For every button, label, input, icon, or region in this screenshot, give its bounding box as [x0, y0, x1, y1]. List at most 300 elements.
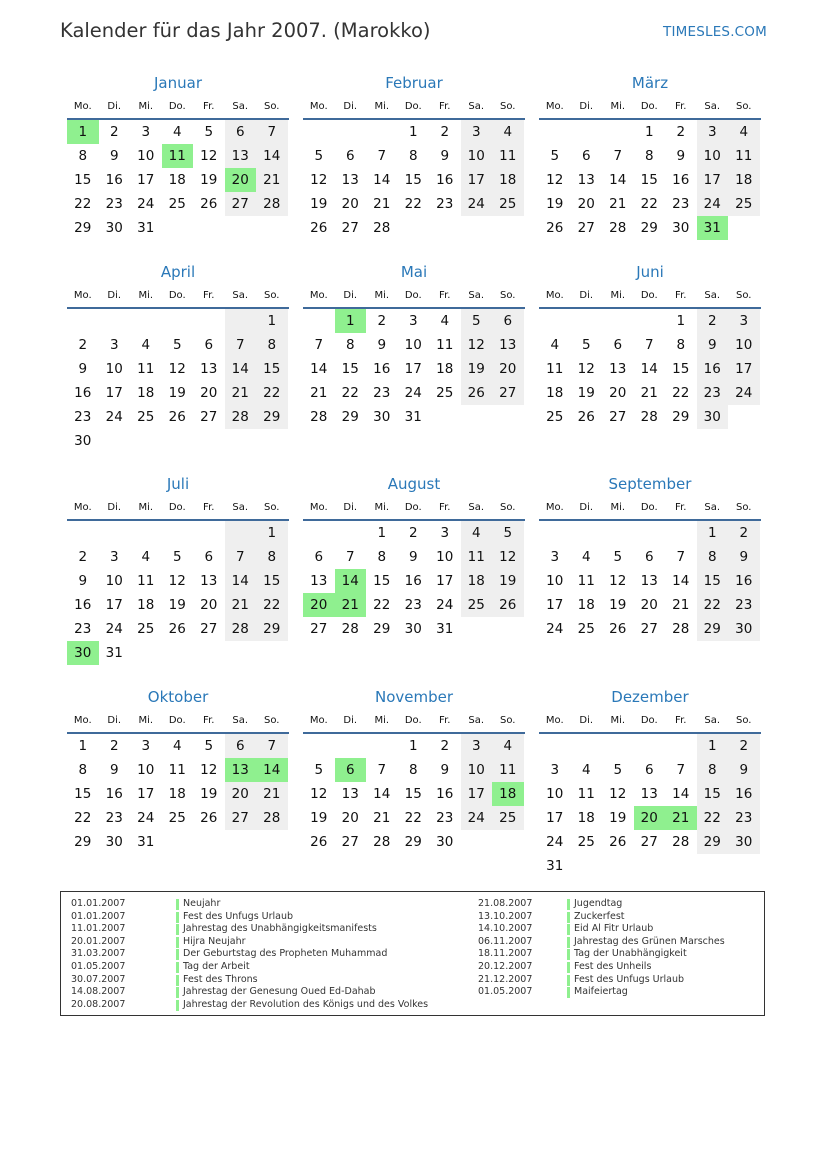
day-cell: 22 — [404, 196, 422, 212]
day-cell: 2 — [109, 124, 119, 140]
day-cell: 22 — [373, 597, 391, 613]
day-cell: 23 — [404, 597, 422, 613]
day-cell: 30 — [373, 409, 391, 425]
day-cell: 30 — [728, 830, 760, 854]
day-cell: 8 — [697, 545, 729, 569]
weekday-label: So. — [736, 101, 752, 112]
weekday-label: Fr. — [675, 101, 687, 112]
day-cell: 15 — [373, 573, 391, 589]
day-cell: 7 — [644, 337, 654, 353]
day-cell: 16 — [728, 782, 760, 806]
legend-color-marker — [176, 962, 179, 973]
weekday-label: Mo. — [309, 101, 328, 112]
day-cell: 19 — [609, 810, 627, 826]
legend-date: 11.01.2007 — [71, 923, 126, 935]
day-cell: 29 — [697, 617, 729, 641]
legend-holiday-name: Eid Al Fitr Urlaub — [574, 923, 654, 935]
day-cell: 21 — [609, 196, 627, 212]
day-cell: 12 — [609, 786, 627, 802]
legend-date: 01.05.2007 — [478, 986, 533, 998]
day-cell: 17 — [137, 172, 155, 188]
day-cell: 2 — [109, 738, 119, 754]
day-cell: 5 — [314, 762, 324, 778]
day-cell: 5 — [204, 124, 214, 140]
day-cell: 26 — [200, 196, 218, 212]
day-cell: 3 — [141, 124, 151, 140]
weekday-header — [67, 710, 289, 734]
day-cell: 31 — [436, 621, 454, 637]
holiday-day-cell: 11 — [162, 144, 194, 168]
day-grid — [539, 120, 761, 240]
weekday-label: Di. — [343, 101, 358, 112]
weekday-label: Sa. — [232, 101, 249, 112]
month-name: Februar — [385, 74, 443, 92]
day-cell: 30 — [105, 834, 123, 850]
day-cell: 4 — [172, 738, 182, 754]
day-cell: 17 — [728, 357, 760, 381]
month-7 — [67, 471, 289, 665]
empty-cell — [162, 521, 194, 545]
day-cell: 9 — [78, 573, 88, 589]
day-cell: 25 — [436, 385, 454, 401]
weekday-label: Di. — [107, 715, 122, 726]
empty-cell — [366, 734, 398, 758]
day-cell: 6 — [225, 120, 257, 144]
day-cell: 16 — [436, 172, 454, 188]
day-cell: 5 — [172, 549, 182, 565]
day-cell: 3 — [461, 120, 493, 144]
legend-holiday-name: Tag der Arbeit — [183, 960, 250, 972]
day-cell: 29 — [74, 220, 92, 236]
day-cell: 26 — [609, 834, 627, 850]
day-grid — [67, 309, 289, 453]
day-cell: 3 — [550, 549, 560, 565]
empty-cell — [571, 309, 603, 333]
holiday-legend — [60, 891, 765, 1016]
empty-cell — [571, 120, 603, 144]
day-cell: 4 — [141, 549, 151, 565]
day-cell: 8 — [377, 549, 387, 565]
empty-cell — [634, 521, 666, 545]
day-cell: 9 — [728, 758, 760, 782]
day-cell: 3 — [728, 309, 760, 333]
weekday-label: So. — [736, 715, 752, 726]
day-cell: 2 — [440, 738, 450, 754]
day-cell: 8 — [644, 148, 654, 164]
weekday-label: Sa. — [704, 502, 721, 513]
day-cell: 10 — [546, 786, 564, 802]
day-cell: 22 — [697, 806, 729, 830]
weekday-header — [539, 96, 761, 120]
day-cell: 2 — [728, 734, 760, 758]
day-cell: 5 — [613, 762, 623, 778]
day-cell: 28 — [225, 617, 257, 641]
weekday-label: Mo. — [545, 101, 564, 112]
weekday-header — [539, 710, 761, 734]
day-grid — [67, 120, 289, 240]
day-grid — [303, 309, 525, 429]
day-grid — [539, 734, 761, 878]
day-cell: 10 — [697, 144, 729, 168]
day-cell: 5 — [172, 337, 182, 353]
weekday-label: So. — [264, 715, 280, 726]
day-cell: 29 — [697, 830, 729, 854]
day-cell: 21 — [225, 593, 257, 617]
day-cell: 5 — [492, 521, 524, 545]
day-cell: 9 — [697, 333, 729, 357]
day-cell: 3 — [141, 738, 151, 754]
weekday-label: Mi. — [374, 101, 390, 112]
day-cell: 28 — [672, 834, 690, 850]
empty-cell — [571, 734, 603, 758]
legend-date: 13.10.2007 — [478, 910, 533, 922]
day-cell: 25 — [137, 409, 155, 425]
month-11 — [303, 684, 525, 854]
day-cell: 27 — [609, 409, 627, 425]
day-cell: 6 — [204, 549, 214, 565]
day-cell: 19 — [200, 786, 218, 802]
day-cell: 4 — [581, 762, 591, 778]
weekday-label: Sa. — [468, 290, 485, 301]
month-10 — [67, 684, 289, 854]
weekday-label: Mi. — [610, 101, 626, 112]
weekday-label: Di. — [107, 502, 122, 513]
day-cell: 11 — [168, 762, 186, 778]
weekday-label: Fr. — [203, 101, 215, 112]
day-cell: 7 — [256, 734, 288, 758]
day-cell: 16 — [74, 385, 92, 401]
day-cell: 21 — [373, 810, 391, 826]
day-cell: 13 — [609, 361, 627, 377]
legend-holiday-name: Fest des Unfugs Urlaub — [574, 973, 685, 985]
legend-color-marker — [567, 949, 570, 960]
day-cell: 15 — [256, 569, 288, 593]
day-cell: 2 — [408, 525, 418, 541]
day-cell: 24 — [404, 385, 422, 401]
day-cell: 15 — [256, 357, 288, 381]
holiday-day-cell: 20 — [303, 593, 335, 617]
day-cell: 12 — [168, 573, 186, 589]
day-cell: 9 — [109, 148, 119, 164]
day-cell: 24 — [697, 192, 729, 216]
day-cell: 18 — [546, 385, 564, 401]
day-cell: 29 — [640, 220, 658, 236]
day-cell: 6 — [225, 734, 257, 758]
page-title: Kalender für das Jahr 2007. (Marokko) — [60, 19, 431, 42]
weekday-label: Fr. — [675, 715, 687, 726]
day-cell: 1 — [408, 738, 418, 754]
day-cell: 11 — [461, 545, 493, 569]
day-cell: 22 — [74, 196, 92, 212]
empty-cell — [634, 309, 666, 333]
day-cell: 30 — [436, 834, 454, 850]
holiday-day-cell: 6 — [335, 758, 367, 782]
weekday-label: Di. — [343, 715, 358, 726]
day-cell: 15 — [640, 172, 658, 188]
day-cell: 24 — [105, 409, 123, 425]
weekday-label: Sa. — [232, 715, 249, 726]
day-cell: 2 — [728, 521, 760, 545]
day-cell: 31 — [137, 220, 155, 236]
weekday-label: Fr. — [203, 502, 215, 513]
day-cell: 6 — [492, 309, 524, 333]
legend-date: 31.03.2007 — [71, 948, 126, 960]
day-cell: 19 — [609, 597, 627, 613]
day-cell: 9 — [109, 762, 119, 778]
holiday-day-cell: 20 — [225, 168, 257, 192]
day-cell: 29 — [404, 834, 422, 850]
day-cell: 13 — [200, 573, 218, 589]
day-cell: 8 — [697, 758, 729, 782]
weekday-label: Do. — [640, 101, 658, 112]
legend-holiday-name: Jahrestag des Grünen Marsches — [574, 935, 725, 947]
weekday-label: Di. — [579, 290, 594, 301]
holiday-day-cell: 21 — [665, 806, 697, 830]
weekday-label: Do. — [168, 290, 186, 301]
day-cell: 29 — [672, 409, 690, 425]
day-cell: 28 — [256, 806, 288, 830]
day-cell: 5 — [581, 337, 591, 353]
month-name: Juni — [636, 263, 664, 281]
day-cell: 5 — [613, 549, 623, 565]
day-cell: 25 — [546, 409, 564, 425]
day-cell: 27 — [341, 834, 359, 850]
day-cell: 5 — [314, 148, 324, 164]
day-cell: 7 — [377, 148, 387, 164]
legend-color-marker — [176, 899, 179, 910]
month-1 — [67, 70, 289, 240]
weekday-label: Mo. — [545, 715, 564, 726]
legend-color-marker — [176, 949, 179, 960]
month-name: Oktober — [147, 688, 209, 706]
legend-date: 01.01.2007 — [71, 898, 126, 909]
day-cell: 28 — [373, 834, 391, 850]
weekday-label: Sa. — [232, 502, 249, 513]
day-cell: 20 — [200, 597, 218, 613]
brand-link[interactable]: TIMESLES.COM — [663, 24, 767, 40]
weekday-label: Mi. — [374, 715, 390, 726]
day-cell: 1 — [256, 521, 288, 545]
day-cell: 10 — [546, 573, 564, 589]
day-cell: 5 — [461, 309, 493, 333]
day-cell: 17 — [461, 782, 493, 806]
day-cell: 7 — [256, 120, 288, 144]
weekday-label: Di. — [579, 502, 594, 513]
day-cell: 2 — [377, 313, 387, 329]
day-cell: 1 — [377, 525, 387, 541]
day-cell: 7 — [676, 762, 686, 778]
legend-holiday-name: Zuckerfest — [574, 910, 625, 922]
day-cell: 19 — [168, 385, 186, 401]
day-cell: 13 — [640, 573, 658, 589]
day-cell: 20 — [341, 810, 359, 826]
day-cell: 6 — [345, 148, 355, 164]
day-cell: 13 — [310, 573, 328, 589]
weekday-label: Mi. — [138, 101, 154, 112]
day-cell: 1 — [408, 124, 418, 140]
weekday-label: Fr. — [439, 502, 451, 513]
day-cell: 20 — [200, 385, 218, 401]
day-cell: 18 — [168, 172, 186, 188]
day-cell: 4 — [492, 120, 524, 144]
day-cell: 9 — [377, 337, 387, 353]
weekday-label: Do. — [168, 101, 186, 112]
month-name: Januar — [154, 74, 202, 92]
weekday-header — [67, 497, 289, 521]
day-cell: 14 — [373, 786, 391, 802]
day-cell: 22 — [697, 593, 729, 617]
day-cell: 3 — [408, 313, 418, 329]
empty-cell — [366, 120, 398, 144]
day-cell: 18 — [577, 810, 595, 826]
day-cell: 16 — [105, 172, 123, 188]
day-cell: 8 — [256, 333, 288, 357]
day-cell: 24 — [137, 196, 155, 212]
day-cell: 24 — [436, 597, 454, 613]
day-cell: 7 — [345, 549, 355, 565]
weekday-label: So. — [500, 715, 516, 726]
weekday-label: Fr. — [203, 290, 215, 301]
holiday-day-cell: 14 — [335, 569, 367, 593]
weekday-label: Do. — [404, 715, 422, 726]
empty-cell — [602, 120, 634, 144]
day-cell: 26 — [609, 621, 627, 637]
day-cell: 27 — [200, 409, 218, 425]
day-cell: 30 — [672, 220, 690, 236]
empty-cell — [665, 521, 697, 545]
empty-cell — [162, 309, 194, 333]
day-cell: 4 — [492, 734, 524, 758]
day-cell: 3 — [109, 549, 119, 565]
day-cell: 31 — [105, 645, 123, 661]
weekday-label: Do. — [640, 502, 658, 513]
day-cell: 8 — [676, 337, 686, 353]
day-cell: 24 — [461, 806, 493, 830]
day-cell: 20 — [609, 385, 627, 401]
day-cell: 27 — [200, 621, 218, 637]
day-cell: 10 — [105, 573, 123, 589]
day-cell: 19 — [310, 810, 328, 826]
legend-color-marker — [567, 937, 570, 948]
weekday-label: Mo. — [73, 101, 92, 112]
empty-cell — [539, 309, 571, 333]
weekday-label: Fr. — [439, 101, 451, 112]
day-cell: 1 — [644, 124, 654, 140]
weekday-label: Fr. — [675, 502, 687, 513]
empty-cell — [602, 521, 634, 545]
holiday-day-cell: 21 — [335, 593, 367, 617]
day-cell: 17 — [137, 786, 155, 802]
month-name: August — [387, 475, 441, 493]
day-cell: 9 — [728, 545, 760, 569]
weekday-label: Mi. — [138, 290, 154, 301]
day-cell: 28 — [225, 405, 257, 429]
day-cell: 26 — [492, 593, 524, 617]
day-cell: 18 — [492, 168, 524, 192]
day-cell: 21 — [640, 385, 658, 401]
day-cell: 18 — [137, 597, 155, 613]
weekday-label: So. — [500, 101, 516, 112]
weekday-label: Mo. — [73, 502, 92, 513]
day-cell: 9 — [676, 148, 686, 164]
day-cell: 15 — [672, 361, 690, 377]
day-cell: 3 — [461, 734, 493, 758]
day-cell: 16 — [105, 786, 123, 802]
day-cell: 23 — [105, 810, 123, 826]
legend-holiday-name: Hijra Neujahr — [183, 935, 246, 947]
month-8 — [303, 471, 525, 641]
weekday-label: Mi. — [610, 502, 626, 513]
day-cell: 11 — [577, 573, 595, 589]
day-cell: 12 — [200, 148, 218, 164]
legend-date: 14.10.2007 — [478, 923, 533, 935]
weekday-label: Mi. — [374, 502, 390, 513]
day-cell: 1 — [697, 521, 729, 545]
day-cell: 16 — [697, 357, 729, 381]
day-grid — [303, 120, 525, 240]
month-name: Mai — [400, 263, 428, 281]
day-cell: 28 — [609, 220, 627, 236]
weekday-label: Mo. — [545, 290, 564, 301]
weekday-label: Mi. — [138, 502, 154, 513]
weekday-label: Mi. — [610, 290, 626, 301]
empty-cell — [602, 734, 634, 758]
day-cell: 30 — [105, 220, 123, 236]
month-6 — [539, 259, 761, 429]
empty-cell — [634, 734, 666, 758]
day-cell: 15 — [74, 786, 92, 802]
empty-cell — [193, 309, 225, 333]
holiday-day-cell: 31 — [697, 216, 729, 240]
empty-cell — [67, 521, 99, 545]
weekday-label: Do. — [404, 290, 422, 301]
day-cell: 16 — [373, 361, 391, 377]
day-cell: 11 — [436, 337, 454, 353]
day-cell: 26 — [168, 621, 186, 637]
holiday-day-cell: 14 — [256, 758, 288, 782]
day-cell: 23 — [436, 196, 454, 212]
day-cell: 8 — [256, 545, 288, 569]
day-cell: 18 — [728, 168, 760, 192]
day-cell: 16 — [728, 569, 760, 593]
day-cell: 15 — [697, 782, 729, 806]
day-cell: 30 — [697, 405, 729, 429]
day-cell: 13 — [341, 172, 359, 188]
day-cell: 14 — [672, 786, 690, 802]
day-cell: 21 — [256, 168, 288, 192]
legend-date: 06.11.2007 — [478, 935, 533, 947]
day-cell: 31 — [404, 409, 422, 425]
day-cell: 17 — [546, 810, 564, 826]
weekday-label: Mo. — [309, 502, 328, 513]
holiday-day-cell: 1 — [335, 309, 367, 333]
day-cell: 14 — [310, 361, 328, 377]
empty-cell — [303, 521, 335, 545]
day-cell: 23 — [697, 381, 729, 405]
day-cell: 17 — [105, 597, 123, 613]
day-cell: 10 — [404, 337, 422, 353]
day-cell: 7 — [613, 148, 623, 164]
day-cell: 3 — [550, 762, 560, 778]
weekday-label: Di. — [343, 502, 358, 513]
month-9 — [539, 471, 761, 641]
day-cell: 26 — [200, 810, 218, 826]
weekday-label: So. — [736, 502, 752, 513]
empty-cell — [193, 521, 225, 545]
day-cell: 11 — [492, 758, 524, 782]
legend-holiday-name: Jugendtag — [574, 898, 623, 909]
legend-date: 30.07.2007 — [71, 973, 126, 985]
